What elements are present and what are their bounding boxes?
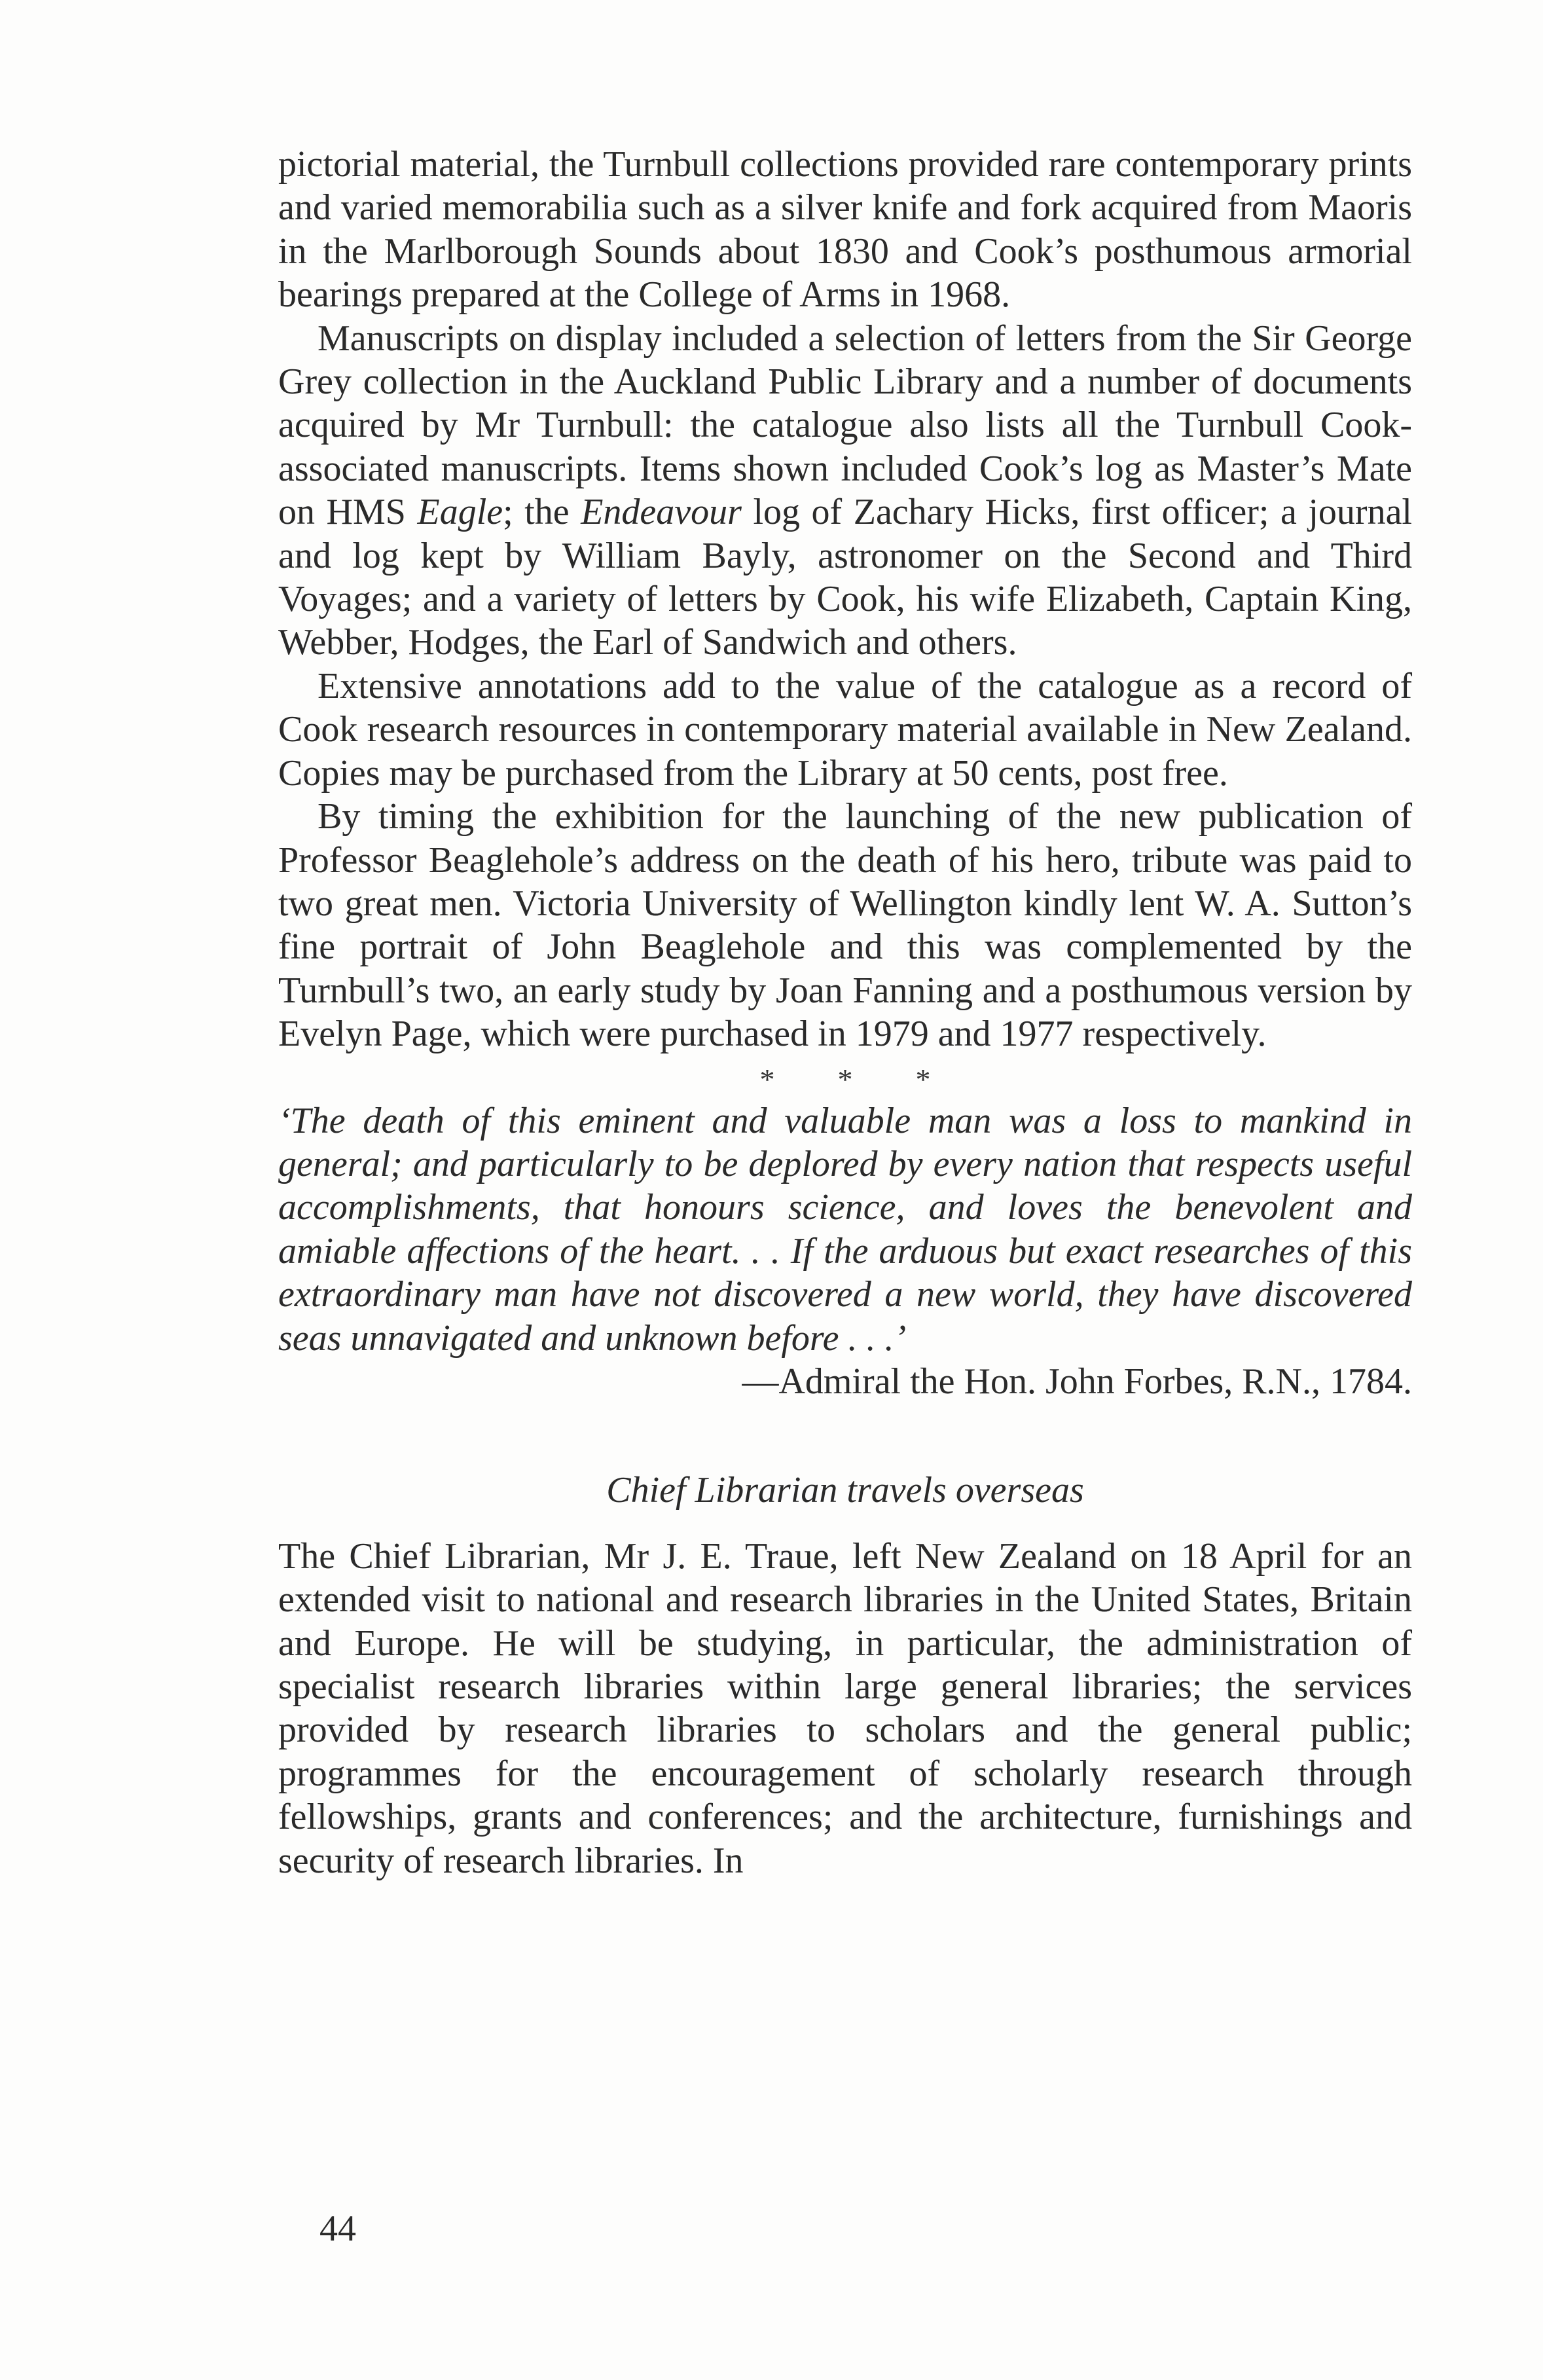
paragraph-text: The Chief Librarian, Mr J. E. Traue, left New Zealand on 18 April for an extended visit to national and research libraries in the United States, Britain and Europe. He will be studying, in particular, the administration of specialist research libraries within large general libraries; the services provided by research libraries to scholars and the general public; programmes for the encouragement of scholarly research through fellowships, grants and conferences; and the architecture, furnishings and security of research libraries. In	[278, 1535, 1412, 1881]
page-number: 44	[319, 2208, 356, 2249]
paragraph-text: pictorial material, the Turnbull collections provided rare contemporary prints and varied memorabilia such as a silver knife and fork acquired from Maoris in the Marlborough Sounds about 1830 and Cook’s posthumous armorial bearings prepared at the College of Arms in 1968.	[278, 144, 1412, 316]
paragraph-pictorial-material	[278, 143, 1412, 317]
paragraph-annotations	[278, 665, 1412, 795]
section-heading: Chief Librarian travels overseas	[606, 1470, 1084, 1511]
paragraph-text: ; the	[503, 492, 581, 533]
paragraph-text: Extensive annotations add to the value of the catalogue as a record of Cook research resources in contemporary material available in New Zealand. Copies may be purchased from the Library at 50 cents, post free.	[278, 665, 1412, 794]
separator-star: *	[759, 1062, 775, 1096]
paragraph-text: log of Zachary Hicks, first officer; a journal and log kept by William Bayly, astronomer on the Second and Third Voyages; and a variety of letters by Cook, his wife Elizabeth, Captain King, Webber, Hodges, the Earl of Sandwich and others.	[278, 492, 1412, 663]
ship-name-eagle: Eagle	[417, 492, 503, 533]
separator-star: *	[837, 1062, 853, 1096]
quotation-attribution: —Admiral the Hon. John Forbes, R.N., 1784.	[742, 1361, 1412, 1402]
body-text	[278, 143, 1412, 1882]
paragraph-exhibition-timing	[278, 795, 1412, 1055]
quotation: ‘The death of this eminent and valuable man was a loss to mankind in general; and particularly to be deplored by every nation that respects useful accomplishments, that honours science, and loves the benevolent and amiable affections of the heart. . . If the arduous but exact researches of this extraordinary man have not discovered a new world, they have discovered seas unnavigated and unknown before . . .’	[278, 1100, 1412, 1359]
ship-name-endeavour: Endeavour	[581, 492, 742, 533]
paragraph-manuscripts	[278, 317, 1412, 665]
paragraph-text: By timing the exhibition for the launching of the new publication of Professor Beaglehole’s address on the death of his hero, tribute was paid to two great men. Victoria University of Wellington kindly lent W. A. Sutton’s fine portrait of John Beaglehole and this was complemented by the Turnbull’s two, an early study by Joan Fanning and a posthumous version by Evelyn Page, which were purchased in 1979 and 1977 respectively.	[278, 796, 1412, 1055]
paragraph-chief-librarian	[278, 1535, 1412, 1882]
separator-star: *	[915, 1062, 931, 1096]
paragraph-text: Manuscripts on display included a selection of letters from the Sir George Grey collection in the Auckland Public Library and a number of documents acquired by Mr Turnbull: the catalogue also lists all the Turnbull Cook-associated manuscripts. Items shown included Cook’s log as Master’s Mate on HMS	[278, 318, 1412, 533]
section-separator	[278, 1056, 1412, 1099]
